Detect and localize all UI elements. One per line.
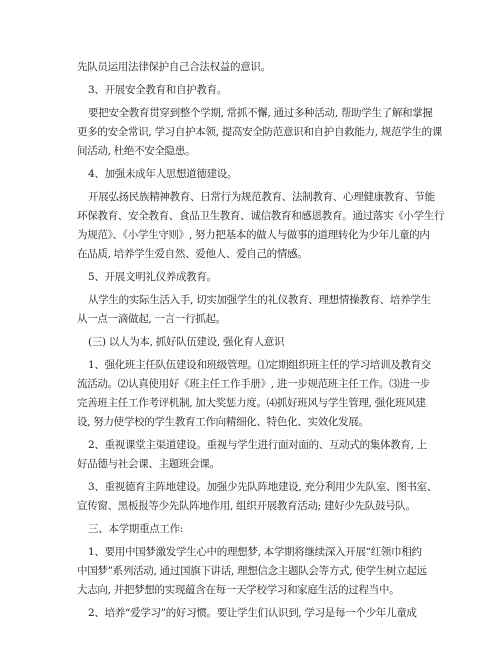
text-line: 开展弘扬民族精神教育、日常行为规范教育、法制教育、心理健康教育、节能 — [88, 191, 435, 203]
text-line: 从一点一滴做起, 一言一行抓起。 — [77, 313, 226, 325]
text-line: 要把安全教育贯穿到整个学期, 常抓不懈, 通过多种活动, 帮助学生了解和掌握 — [88, 107, 433, 119]
text-line: 大志向, 并把梦想的实现蕴含在每一天学校学习和家庭生活的过程当中。 — [77, 584, 400, 596]
text-line: 1、要用中国梦激发学生心中的理想梦, 本学期将继续深入开展“红领巾相约 — [88, 546, 422, 558]
text-line: 2、重视课堂主渠道建设。重视与学生进行面对面的、互动式的集体教育, 上 — [88, 439, 427, 451]
text-line: 为规范》、《小学生守则》, 努力把基本的做人与做事的道理转化为少年儿童的内 — [77, 229, 430, 241]
text-line: 更多的安全常识, 学习自护本领, 提高安全防范意识和自护自救能力, 规范学生的课 — [77, 126, 443, 138]
section-heading: 三、本学期重点工作: — [88, 523, 184, 535]
text-line: 在品质, 培养学生爱自然、爱他人、爱自己的情感。 — [77, 248, 308, 260]
text-line: 2、培养“爱学习”的好习惯。要让学生们认识到, 学习是每一个少年儿童成 — [88, 607, 417, 619]
text-line: 流活动。⑵认真使用好《班主任工作手册》, 进一步规范班主任工作。⑶进一步 — [77, 378, 430, 390]
section-heading: 3、开展安全教育和自护教育。 — [88, 84, 227, 96]
section-heading: 4、加强未成年人思想道德建设。 — [88, 168, 238, 180]
text-line: 设, 努力使学校的学生教育工作向精细化、特色化、实效化发展。 — [77, 416, 369, 428]
text-line: 完善班主任工作考评机制, 加大奖惩力度。⑷抓好班风与学生管理, 强化班风建 — [77, 397, 426, 409]
text-line: 环保教育、安全教育、食品卫生教育、诚信教育和感恩教育。通过落实《小学生行 — [77, 210, 445, 222]
text-line: 间活动, 杜绝不安全隐患。 — [77, 145, 196, 157]
text-line: 3、重视德育主阵地建设。加强少先队阵地建设, 充分利用少先队室、图书室、 — [88, 481, 438, 493]
text-line: 先队员运用法律保护自己合法权益的意识。 — [77, 61, 271, 73]
section-heading: (三) 以人为本, 抓好队伍建设, 强化育人意识 — [88, 336, 285, 348]
text-line: 1、强化班主任队伍建设和班级管理。⑴定期组织班主任的学习培训及教育交 — [88, 359, 431, 371]
text-line: 宣传窗、黑板报等少先队阵地作用, 组织开展教育活动; 建好少先队鼓号队。 — [77, 500, 416, 512]
section-heading: 5、开展文明礼仪养成教育。 — [88, 271, 217, 283]
text-line: 中国梦”系列活动, 通过国旗下讲话, 理想信念主题队会等方式, 使学生树立起远 — [77, 565, 427, 577]
text-line: 好品德与社会课、主题班会课。 — [77, 458, 220, 470]
text-line: 从学生的实际生活入手, 切实加强学生的礼仪教育、理想情操教育、培养学生 — [88, 294, 431, 306]
